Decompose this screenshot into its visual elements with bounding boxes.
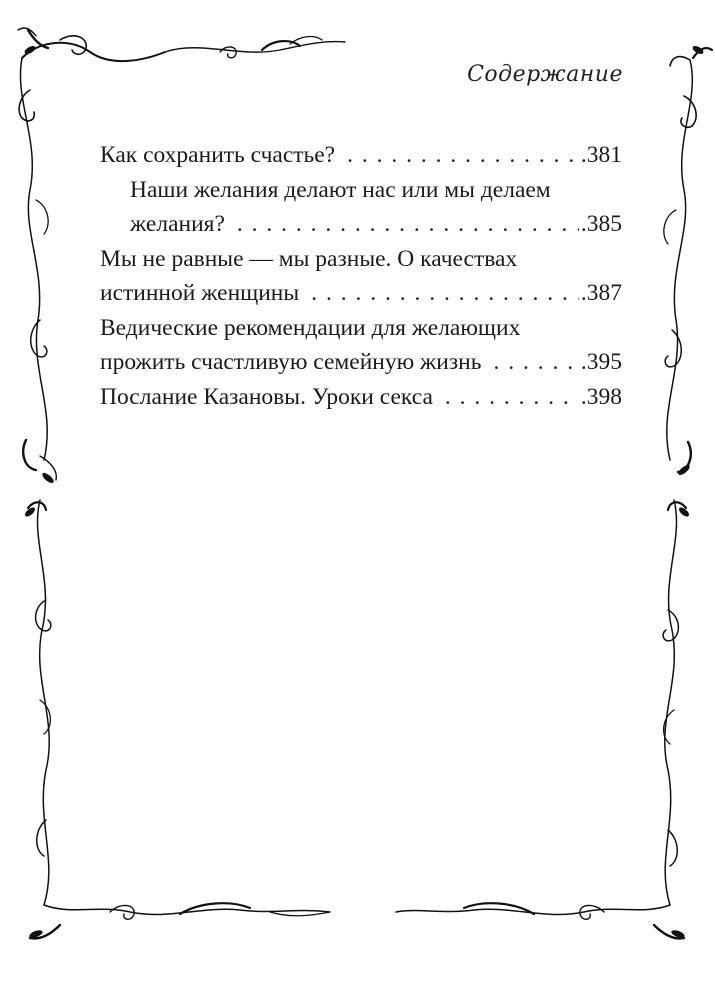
toc-entry-title: Мы не равные — мы разные. О качествах: [100, 245, 518, 272]
toc-entry-page: .398: [580, 383, 622, 410]
toc-entry-title: Наши желания делают нас или мы делаем: [130, 176, 551, 203]
toc-entry-title-cont: истинной женщины: [100, 280, 300, 306]
toc-entry-page: .381: [580, 142, 622, 168]
right-lower-vine: [663, 500, 686, 905]
toc-entry-2[interactable]: [100, 173, 622, 242]
toc-leader-dots: [493, 345, 578, 380]
bottom-right-flourish: [396, 903, 684, 938]
toc-entry-title: Послание Казановы. Уроки секса: [100, 383, 433, 410]
toc-entry-title: Ведические рекомендации для желающих: [100, 314, 521, 341]
toc-entry-1[interactable]: [100, 138, 622, 173]
table-of-contents: [100, 138, 622, 414]
toc-entry-page: .385: [580, 211, 622, 237]
toc-entry-title: Как сохранить счастье?: [100, 142, 336, 168]
toc-entry-3[interactable]: [100, 242, 622, 311]
toc-leader-dots: [311, 276, 579, 311]
running-head-title: Содержание: [467, 62, 623, 87]
toc-entry-4[interactable]: [100, 311, 622, 380]
right-upper-vine: [664, 60, 696, 472]
toc-leader-dots: [237, 207, 579, 242]
toc-entry-title-cont: желания?: [130, 211, 225, 237]
toc-entry-page: .387: [580, 280, 622, 306]
top-left-flourish: [18, 28, 345, 61]
toc-entry-page: .395: [580, 349, 622, 375]
toc-entry-title-cont: прожить счастливую семейную жизнь: [100, 349, 482, 375]
toc-entry-5[interactable]: [100, 380, 622, 415]
left-upper-vine: [19, 58, 56, 480]
toc-leader-dots: [445, 380, 579, 415]
toc-leader-dots: [347, 138, 579, 173]
bottom-left-flourish: [30, 903, 330, 938]
left-lower-vine: [28, 500, 51, 905]
